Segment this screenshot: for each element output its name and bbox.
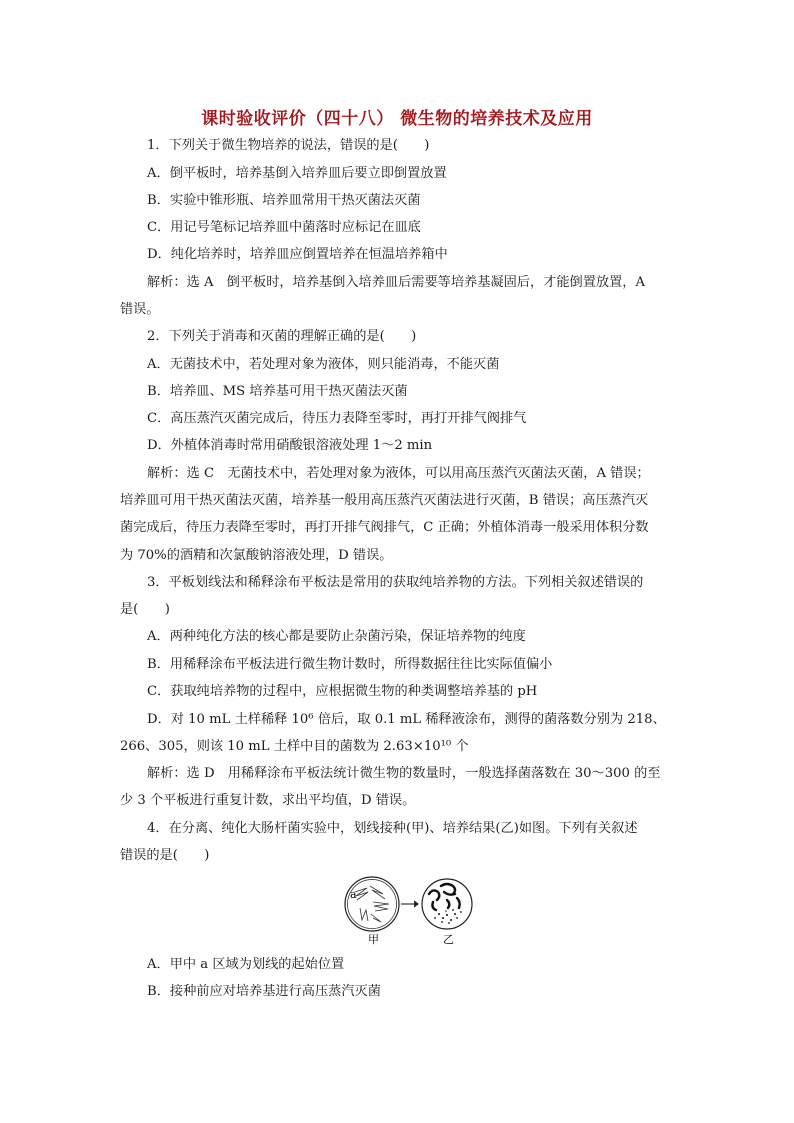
q2-analysis-cont: 培养皿可用干热灭菌法灭菌，培养基一般用高压蒸汽灭菌法进行灭菌，B 错误；高压蒸汽灭: [120, 493, 649, 508]
label-a: a: [350, 888, 357, 901]
q1-option-d: D．纯化培养时，培养皿应倒置培养在恒温培养箱中: [147, 247, 448, 262]
q1-stem: 1．下列关于微生物培养的说法，错误的是( ): [147, 138, 430, 153]
plate-yi: [422, 879, 472, 929]
colony-dots: [434, 909, 462, 924]
q3-analysis-cont: 少 3 个平板进行重复计数，求出平均值，D 错误。: [120, 793, 416, 808]
q3-option-d-cont: 266、305，则该 10 mL 土样中目的菌数为 2.63×10¹⁰ 个: [120, 739, 469, 754]
q3-option-b: B．用稀释涂布平板法进行微生物计数时，所得数据往往比实际值偏小: [147, 657, 553, 672]
q1-option-c: C．用记号笔标记培养皿中菌落时应标记在皿底: [147, 220, 421, 235]
q3-option-d: D．对 10 mL 土样稀释 10⁶ 倍后，取 0.1 mL 稀释液涂布，测得的菌落数分别为 218、: [147, 712, 666, 727]
q4-stem: 4．在分离、纯化大肠杆菌实验中，划线接种(甲)、培养结果(乙)如图。下列有关叙述: [147, 821, 638, 836]
arrow-icon: [401, 901, 419, 908]
q2-analysis-cont: 为 70%的酒精和次氯酸钠溶液处理，D 错误。: [120, 548, 393, 563]
plate-figure: [343, 868, 473, 948]
q1-analysis-cont: 错误。: [120, 302, 160, 317]
q2-stem: 2．下列关于消毒和灭菌的理解正确的是( ): [147, 329, 417, 344]
q2-option-a: A．无菌技术中，若处理对象为液体，则只能消毒，不能灭菌: [147, 357, 500, 372]
q2-option-b: B．培养皿、MS 培养基可用干热灭菌法灭菌: [147, 384, 408, 399]
q3-stem-cont: 是( ): [120, 602, 170, 617]
q3-option-a: A．两种纯化方法的核心都是要防止杂菌污染，保证培养物的纯度: [147, 629, 526, 644]
q4-stem-cont: 错误的是( ): [120, 848, 210, 863]
q3-analysis: 解析：选 D 用稀释涂布平板法统计微生物的数量时，一般选择菌落数在 30～300 的至: [147, 766, 661, 781]
q2-analysis: 解析：选 C 无菌技术中，若处理对象为液体，可以用高压蒸汽灭菌法灭菌，A 错误；: [147, 466, 650, 481]
streak-lines: [355, 886, 389, 922]
q2-analysis-cont: 菌完成后，待压力表降至零时，再打开排气阀排气，C 正确；外植体消毒一般采用体积分数: [120, 520, 649, 535]
q4-option-a: A．甲中 a 区域为划线的起始位置: [147, 957, 345, 972]
colony-streaks: [429, 884, 460, 910]
q4-option-b: B．接种前应对培养基进行高压蒸汽灭菌: [147, 984, 381, 999]
page-title: 课时验收评价（四十八） 微生物的培养技术及应用: [201, 109, 593, 129]
label-jia: 甲: [368, 933, 379, 946]
q1-option-b: B．实验中锥形瓶、培养皿常用干热灭菌法灭菌: [147, 193, 421, 208]
label-yi: 乙: [443, 933, 454, 946]
q3-option-c: C．获取纯培养物的过程中，应根据微生物的种类调整培养基的 pH: [147, 684, 538, 699]
q2-option-c: C．高压蒸汽灭菌完成后，待压力表降至零时，再打开排气阀排气: [147, 411, 527, 426]
q2-option-d: D．外植体消毒时常用硝酸银溶液处理 1～2 min: [147, 438, 433, 453]
plate-jia: [345, 877, 399, 931]
q3-stem: 3．平板划线法和稀释涂布平板法是常用的获取纯培养物的方法。下列相关叙述错误的: [147, 575, 644, 590]
q1-analysis: 解析：选 A 倒平板时，培养基倒入培养皿后需要等培养基凝固后，才能倒置放置，A: [147, 275, 645, 290]
q1-option-a: A．倒平板时，培养基倒入培养皿后要立即倒置放置: [147, 166, 447, 181]
